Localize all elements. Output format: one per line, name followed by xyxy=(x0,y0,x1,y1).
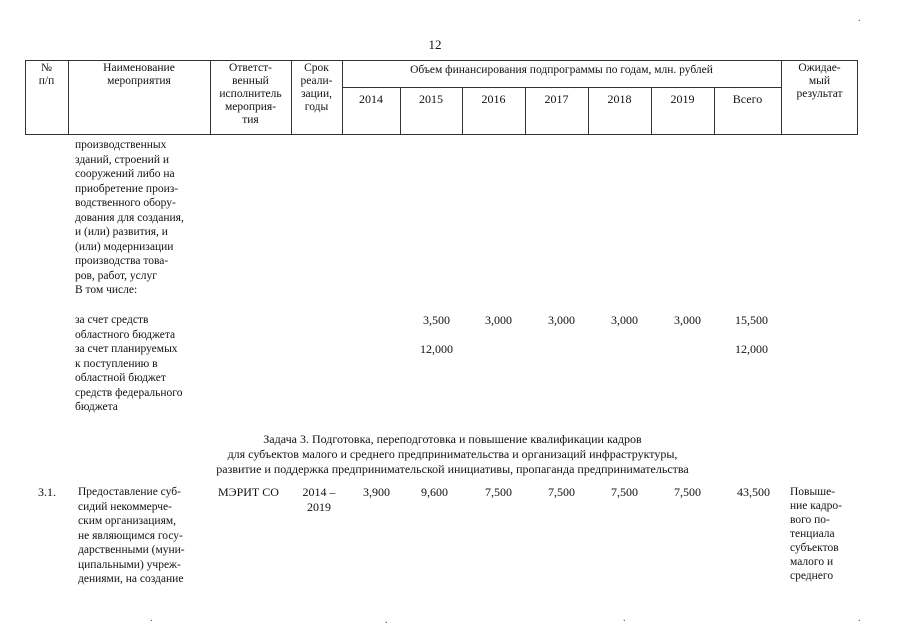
year-2016: 2016 xyxy=(481,92,506,106)
item-result: Повыше- ние кадро- вого по- тенциала субъектов малого и среднего xyxy=(790,486,842,582)
scan-mark: . xyxy=(150,613,153,624)
cell-value: 3,500 xyxy=(423,313,450,327)
year-2018: 2018 xyxy=(607,92,632,106)
row-name: за счет средств областного бюджета xyxy=(75,314,176,341)
cell-value: 15,500 xyxy=(735,313,768,327)
item-responsible: МЭРИТ СО xyxy=(218,485,279,499)
cell-value: 7,500 xyxy=(485,485,512,499)
cell-value: 3,000 xyxy=(548,313,575,327)
cell-value: 12,000 xyxy=(735,342,768,356)
cell-value: 3,000 xyxy=(485,313,512,327)
header-name: Наименование мероприятия xyxy=(103,62,175,87)
cell-value: 7,500 xyxy=(548,485,575,499)
task-heading: Задача 3. Подготовка, переподготовка и повышение квалификации кадров для субъектов малого и среднего предпринимательства и организаций инфраструктуры, развитие и поддержка предпринимательской инициативы, пропаганда предпринимательства xyxy=(216,432,689,476)
item-term: 2014 – 2019 xyxy=(302,485,336,514)
item-name: Предоставление суб- сидий некоммерче- ским организациям, не являющимся госу- дарственными (муни- ципальными) учреж- дениями, на создание xyxy=(78,486,185,585)
cell-value: 9,600 xyxy=(421,485,448,499)
year-2017: 2017 xyxy=(544,92,569,106)
header-term: Срок реали- зации, годы xyxy=(300,62,333,113)
year-2019: 2019 xyxy=(670,92,695,106)
scan-mark: . xyxy=(858,613,861,624)
cell-value: 7,500 xyxy=(674,485,701,499)
year-2015: 2015 xyxy=(419,92,443,106)
header-result: Ожидае- мый результат xyxy=(796,62,843,100)
cell-value: 3,000 xyxy=(674,313,701,327)
header-funding: Объем финансирования подпрограммы по годам, млн. рублей xyxy=(410,64,713,76)
continuation-description: производственных зданий, строений и сооружений либо на приобретение произ- водственного обору- дования для создания, и (или) развития, и (или) модернизации производства това- ров, работ, услуг В том числе: xyxy=(75,139,184,296)
page-number: 12 xyxy=(428,37,442,52)
header-responsible: Ответст- венный исполнитель мероприя- тия xyxy=(219,62,282,126)
scan-mark: . xyxy=(858,13,861,24)
scan-mark: . xyxy=(623,613,626,624)
cell-value: 12,000 xyxy=(420,342,453,356)
scan-mark: . xyxy=(385,615,388,626)
year-2014: 2014 xyxy=(359,92,383,106)
cell-value: 3,900 xyxy=(363,485,390,499)
cell-value: 3,000 xyxy=(611,313,638,327)
item-number: 3.1. xyxy=(38,485,56,499)
cell-value: 7,500 xyxy=(611,485,638,499)
cell-value: 43,500 xyxy=(737,485,770,499)
header-num: № п/п xyxy=(38,62,55,87)
row-name: за счет планируемых к поступлению в областной бюджет средств федерального бюджета xyxy=(75,343,183,413)
year-total: Всего xyxy=(732,92,763,106)
